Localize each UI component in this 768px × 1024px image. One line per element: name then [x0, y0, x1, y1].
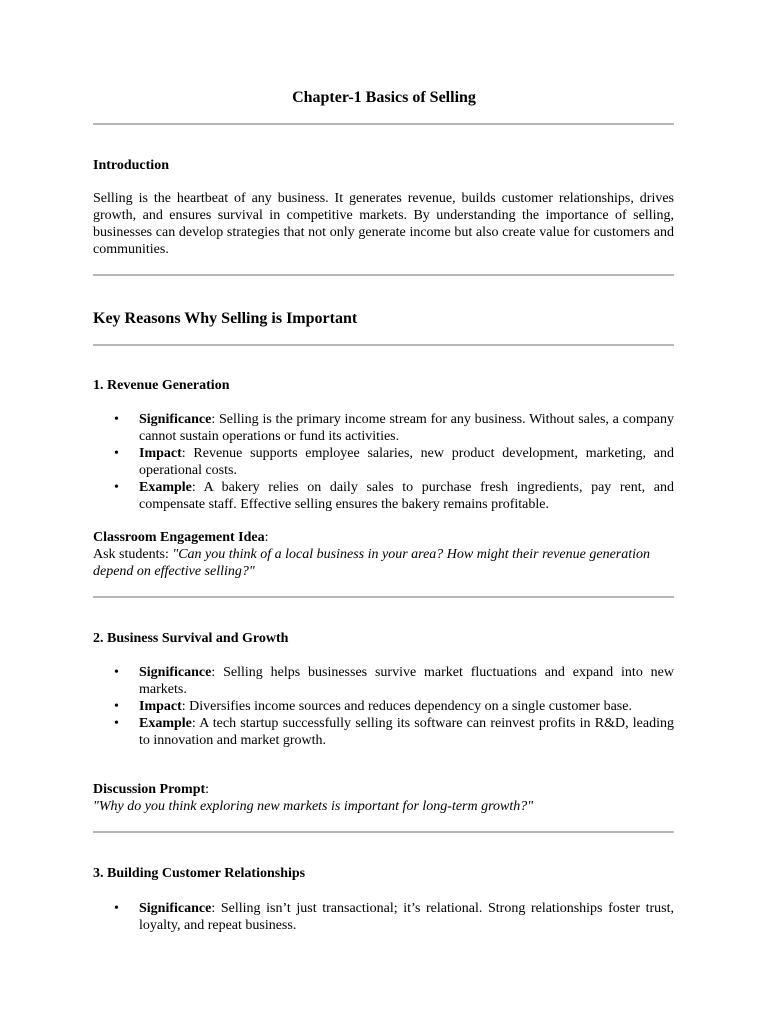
divider	[93, 274, 674, 276]
list-item	[93, 479, 674, 513]
list-item	[93, 445, 674, 479]
bullet-text: : Selling helps businesses survive market fluctuations and expand into new markets.	[139, 665, 674, 697]
section-heading-relationships: 3. Building Customer Relationships	[93, 866, 306, 881]
bullet-list-revenue	[93, 411, 674, 513]
divider	[93, 344, 674, 346]
discussion-prompt-note	[93, 781, 674, 815]
bullet-label: Significance	[139, 901, 212, 916]
note-prefix: Ask students:	[93, 547, 173, 562]
bullet-label: Impact	[139, 699, 182, 714]
intro-paragraph: Selling is the heartbeat of any business. It generates revenue, builds customer relationships, drives growth, and ensures survival in competitive markets. By understanding the importance of selling, businesses can develop strategies that not only generate income but also create value for customers and communities.	[93, 191, 674, 257]
list-item	[93, 664, 674, 698]
key-reasons-heading: Key Reasons Why Selling is Important	[93, 310, 358, 327]
note-quote: "Can you think of a local business in your area? How might their revenue generation depend on effective selling?"	[93, 547, 651, 579]
bullet-text: : A tech startup successfully selling its software can reinvest profits in R&D, leading to innovation and market growth.	[139, 716, 674, 748]
note-colon: :	[205, 782, 210, 797]
bullet-label: Significance	[139, 412, 212, 427]
bullet-label: Significance	[139, 665, 212, 680]
bullet-list-survival	[93, 664, 674, 749]
divider	[93, 831, 674, 833]
list-item	[93, 698, 674, 715]
bullet-text: : Revenue supports employee salaries, new product development, marketing, and operational costs.	[139, 446, 674, 478]
bullet-text: : Diversifies income sources and reduces dependency on a single customer base.	[181, 699, 632, 714]
chapter-title: Chapter-1 Basics of Selling	[292, 89, 476, 106]
section-heading-survival: 2. Business Survival and Growth	[93, 631, 289, 646]
intro-heading: Introduction	[93, 158, 169, 173]
list-item	[93, 900, 674, 934]
bullet-text: : Selling isn’t just transactional; it’s relational. Strong relationships foster trust, loyalty, and repeat business.	[139, 901, 674, 933]
bullet-label: Impact	[139, 446, 182, 461]
divider	[93, 123, 674, 125]
bullet-text: : Selling is the primary income stream for any business. Without sales, a company cannot sustain operations or fund its activities.	[139, 412, 674, 444]
list-item	[93, 411, 674, 445]
note-label: Discussion Prompt	[93, 782, 206, 797]
bullet-list-relationships	[93, 900, 674, 934]
note-label: Classroom Engagement Idea	[93, 530, 265, 545]
section-heading-revenue: 1. Revenue Generation	[93, 378, 230, 393]
list-item	[93, 715, 674, 749]
bullet-label: Example	[139, 480, 192, 495]
note-colon: :	[264, 530, 269, 545]
divider	[93, 596, 674, 598]
classroom-engagement-note	[93, 529, 674, 580]
note-quote: "Why do you think exploring new markets is important for long-term growth?"	[93, 799, 534, 814]
bullet-label: Example	[139, 716, 192, 731]
bullet-text: : A bakery relies on daily sales to purchase fresh ingredients, pay rent, and compensate staff. Effective selling ensures the bakery remains profitable.	[139, 480, 674, 512]
